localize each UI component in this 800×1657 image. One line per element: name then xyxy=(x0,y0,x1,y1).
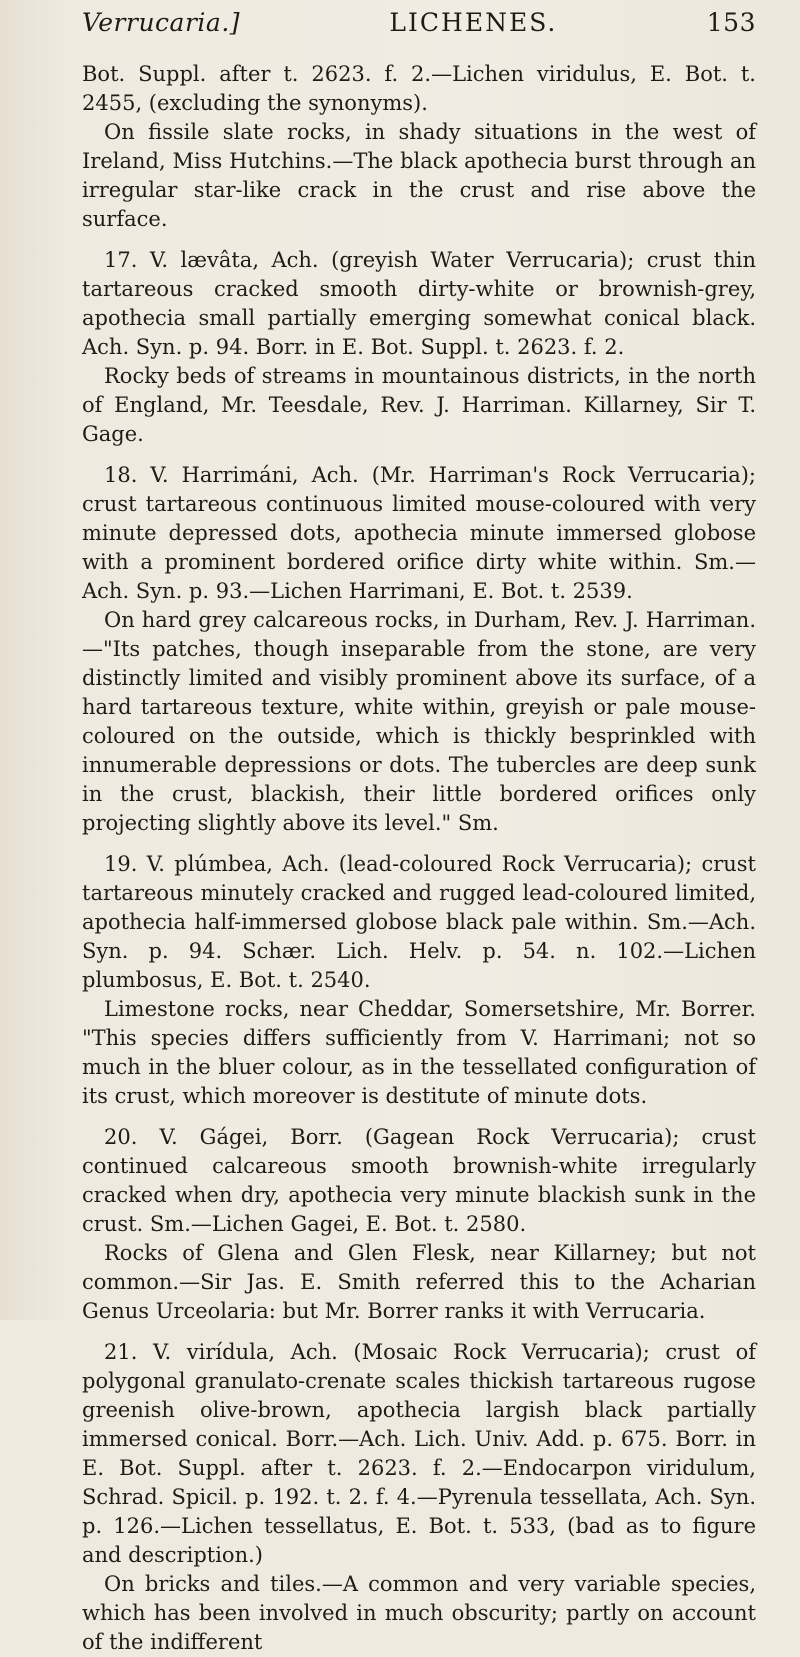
species-entry-20: 20. V. Gágei, Borr. (Gagean Rock Verrucaria); crust continued calcareous smooth brownish-white irregularly cracked when dry, apothecia very minute blackish sunk in the crust. Sm.—Lichen Gagei, E. Bot. t. 2580. xyxy=(82,1125,756,1236)
paragraph-locality: Limestone rocks, near Cheddar, Somersetshire, Mr. Borrer. "This species differs sufficiently from V. Harrimani; not so much in the bluer colour, as in the tessellated configuration of its crust, which moreover is destitute of minute dots. xyxy=(82,997,756,1108)
species-entry-18: 18. V. Harrimáni, Ach. (Mr. Harriman's Rock Verrucaria); crust tartareous continuous limited mouse-coloured with very minute depressed dots, apothecia minute immersed globose with a prominent bordered orifice dirty white within. Sm.—Ach. Syn. p. 93.—Lichen Harrimani, E. Bot. t. 2539. xyxy=(82,463,756,603)
running-header xyxy=(82,8,756,60)
paragraph-locality: Rocks of Glena and Glen Flesk, near Killarney; but not common.—Sir Jas. E. Smith referred this to the Acharian Genus Urceolaria: but Mr. Borrer ranks it with Verrucaria. xyxy=(82,1241,756,1323)
page-number: 153 xyxy=(706,8,756,37)
header-genus: Verrucaria.] xyxy=(82,8,241,37)
paragraph-locality: On fissile slate rocks, in shady situations in the west of Ireland, Miss Hutchins.—The black apothecia burst through an irregular star-like crack in the crust and rise above the surface. xyxy=(82,120,756,231)
paragraph-reference-continued: Bot. Suppl. after t. 2623. f. 2.—Lichen viridulus, E. Bot. t. 2455, (excluding the synonyms). xyxy=(82,62,756,115)
header-title: LICHENES. xyxy=(389,8,558,37)
paragraph-locality: On bricks and tiles.—A common and very variable species, which has been involved in much obscurity; partly on account of the indifferent xyxy=(82,1572,756,1654)
species-entry-19: 19. V. plúmbea, Ach. (lead-coloured Rock Verrucaria); crust tartareous minutely cracked and rugged lead-coloured limited, apothecia half-immersed globose black pale within. Sm.—Ach. Syn. p. 94. Schær. Lich. Helv. p. 54. n. 102.—Lichen plumbosus, E. Bot. t. 2540. xyxy=(82,852,756,992)
species-entry-17: 17. V. lævâta, Ach. (greyish Water Verrucaria); crust thin tartareous cracked smooth dirty-white or brownish-grey, apothecia small partially emerging somewhat conical black. Ach. Syn. p. 94. Borr. in E. Bot. Suppl. t. 2623. f. 2. xyxy=(82,248,756,359)
paragraph-locality: Rocky beds of streams in mountainous districts, in the north of England, Mr. Teesdale, Rev. J. Harriman. Killarney, Sir T. Gage. xyxy=(82,364,756,446)
page-body xyxy=(82,60,756,1657)
paragraph-locality: On hard grey calcareous rocks, in Durham, Rev. J. Harriman.—"Its patches, though inseparable from the stone, are very distinctly limited and visibly prominent above its surface, of a hard tartareous texture, white within, greyish or pale mouse-coloured on the outside, which is thickly besprinkled with innumerable depressions or dots. The tubercles are deep sunk in the crust, blackish, their little bordered orifices only projecting slightly above its level." Sm. xyxy=(82,608,756,835)
species-entry-21: 21. V. virídula, Ach. (Mosaic Rock Verrucaria); crust of polygonal granulato-crenate scales thickish tartareous rugose greenish olive-brown, apothecia largish black partially immersed conical. Borr.—Ach. Lich. Univ. Add. p. 675. Borr. in E. Bot. Suppl. after t. 2623. f. 2.—Endocarpon viridulum, Schrad. Spicil. p. 192. t. 2. f. 4.—Pyrenula tessellata, Ach. Syn. p. 126.—Lichen tessellatus, E. Bot. t. 533, (bad as to figure and description.) xyxy=(82,1340,756,1567)
